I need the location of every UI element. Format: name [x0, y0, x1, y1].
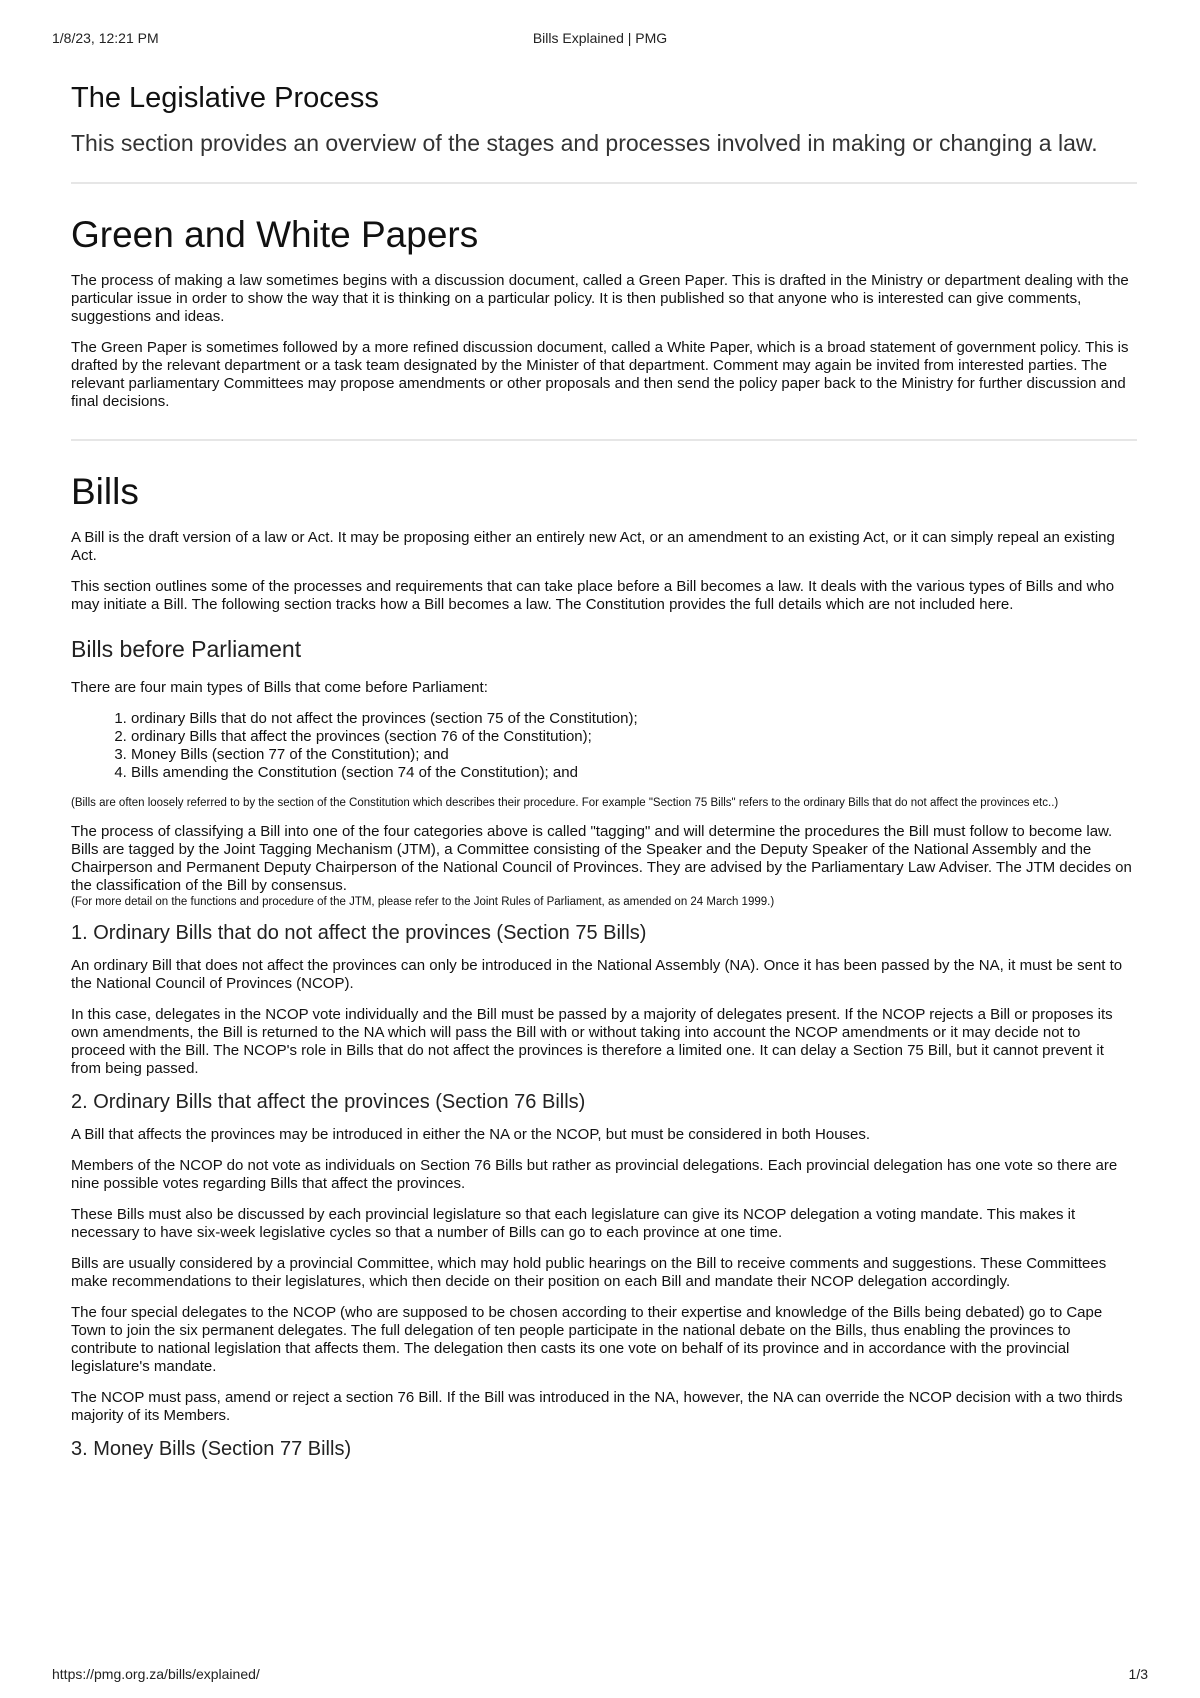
paragraph: The process of classifying a Bill into one of the four categories above is called "tagging" and will determine the procedures the Bill must follow to become law. Bills are tagged by the Joint Tagging Mechanism (JTM), a Committee consisting of the Speaker and the Deputy Speaker of the National Assembly and the Chairperson and Permanent Deputy Chairperson of the National Council of Provinces. They are advised by the Parliamentary Law Adviser. The JTM decides on the classification of the Bill by consensus.	[71, 823, 1132, 894]
paragraph: An ordinary Bill that does not affect the provinces can only be introduced in the National Assembly (NA). Once it has been passed by the NA, it must be sent to the National Council of Provinces (NCOP).	[71, 957, 1123, 992]
bills-before-parliament-heading: Bills before Parliament	[71, 636, 302, 662]
paragraph: A Bill is the draft version of a law or Act. It may be proposing either an entirely new Act, or an amendment to an existing Act, or it can simply repeal an existing Act.	[71, 529, 1115, 564]
section-75-heading: 1. Ordinary Bills that do not affect the provinces (Section 75 Bills)	[71, 922, 647, 944]
divider	[71, 439, 1137, 441]
page-url[interactable]: https://pmg.org.za/bills/explained/	[52, 1666, 260, 1682]
paragraph: A Bill that affects the provinces may be introduced in either the NA or the NCOP, but must be considered in both Houses.	[71, 1126, 871, 1143]
print-header	[52, 30, 1148, 48]
paragraph: These Bills must also be discussed by each provincial legislature so that each legislature can give its NCOP delegation a voting mandate. This makes it necessary to have six-week legislative cycles so that a number of Bills can go to each province at one time.	[71, 1206, 1076, 1241]
paragraph: Members of the NCOP do not vote as individuals on Section 76 Bills but rather as provincial delegations. Each provincial delegation has one vote so there are nine possible votes regarding Bills that affect the provinces.	[71, 1157, 1118, 1192]
bills-heading: Bills	[71, 471, 139, 512]
small-note: (For more detail on the functions and procedure of the JTM, please refer to the Joint Rules of Parliament, as amended on 24 March 1999.)	[71, 896, 775, 908]
paragraph: The Green Paper is sometimes followed by a more refined discussion document, called a White Paper, which is a broad statement of government policy. This is drafted by the relevant department or a task team designated by the Minister of that department. Comment may again be invited from interested parties. The relevant parliamentary Committees may propose amendments or other proposals and then send the policy paper back to the Ministry for further discussion and final decisions.	[71, 339, 1129, 410]
article-content	[71, 82, 1137, 1473]
list-item: 2. ordinary Bills that affect the provinces (section 76 of the Constitution);	[131, 728, 1137, 746]
paragraph: In this case, delegates in the NCOP vote individually and the Bill must be passed by a majority of delegates present. If the NCOP rejects a Bill or proposes its own amendments, the Bill is returned to the NA which will pass the Bill with or without taking into account the NCOP amendments or it may decide not to proceed with the Bill. The NCOP's role in Bills that do not affect the provinces is therefore a limited one. It can delay a Section 75 Bill, but it cannot prevent it from being passed.	[71, 1006, 1113, 1077]
paragraph: This section outlines some of the processes and requirements that can take place before a Bill becomes a law. It deals with the various types of Bills and who may initiate a Bill. The following section tracks how a Bill becomes a law. The Constitution provides the full details which are not included here.	[71, 578, 1115, 613]
list-item: 1. ordinary Bills that do not affect the provinces (section 75 of the Constitution);	[131, 710, 1137, 728]
print-date: 1/8/23, 12:21 PM	[52, 30, 159, 46]
green-white-papers-heading: Green and White Papers	[71, 214, 479, 255]
paragraph: The NCOP must pass, amend or reject a section 76 Bill. If the Bill was introduced in the NA, however, the NA can override the NCOP decision with a two thirds majority of its Members.	[71, 1389, 1123, 1424]
list-item: 3. Money Bills (section 77 of the Constitution); and	[131, 746, 1137, 764]
paragraph: The process of making a law sometimes begins with a discussion document, called a Green Paper. This is drafted in the Ministry or department dealing with the particular issue in order to show the way that it is thinking on a particular policy. It is then published so that anyone who is interested can give comments, suggestions and ideas.	[71, 272, 1129, 325]
page-number: 1/3	[1128, 1666, 1148, 1682]
print-footer	[52, 1666, 1148, 1684]
divider	[71, 182, 1137, 184]
bill-types-list	[71, 710, 1137, 782]
small-note: (Bills are often loosely referred to by the section of the Constitution which describes their procedure. For example "Section 75 Bills" refers to the ordinary Bills that do not affect the provinces etc..)	[71, 797, 1059, 809]
print-page-title: Bills Explained | PMG	[532, 30, 668, 46]
paragraph: Bills are usually considered by a provincial Committee, which may hold public hearings on the Bill to receive comments and suggestions. These Committees make recommendations to their legislatures, which then decide on their position on each Bill and mandate their NCOP delegation accordingly.	[71, 1255, 1107, 1290]
page-lead: This section provides an overview of the stages and processes involved in making or changing a law.	[71, 130, 1098, 156]
paragraph: The four special delegates to the NCOP (who are supposed to be chosen according to their expertise and knowledge of the Bills being debated) go to Cape Town to join the six permanent delegates. The full delegation of ten people participate in the national debate on the Bills, thus enabling the provinces to contribute to national legislation that affects them. The delegation then casts its one vote on behalf of its province and in accordance with the provincial legislature's mandate.	[71, 1304, 1103, 1375]
section-76-heading: 2. Ordinary Bills that affect the provinces (Section 76 Bills)	[71, 1091, 586, 1113]
section-77-heading: 3. Money Bills (Section 77 Bills)	[71, 1438, 352, 1460]
paragraph: There are four main types of Bills that come before Parliament:	[71, 679, 488, 696]
list-item: 4. Bills amending the Constitution (section 74 of the Constitution); and	[131, 764, 1137, 782]
page-title: The Legislative Process	[71, 82, 379, 114]
